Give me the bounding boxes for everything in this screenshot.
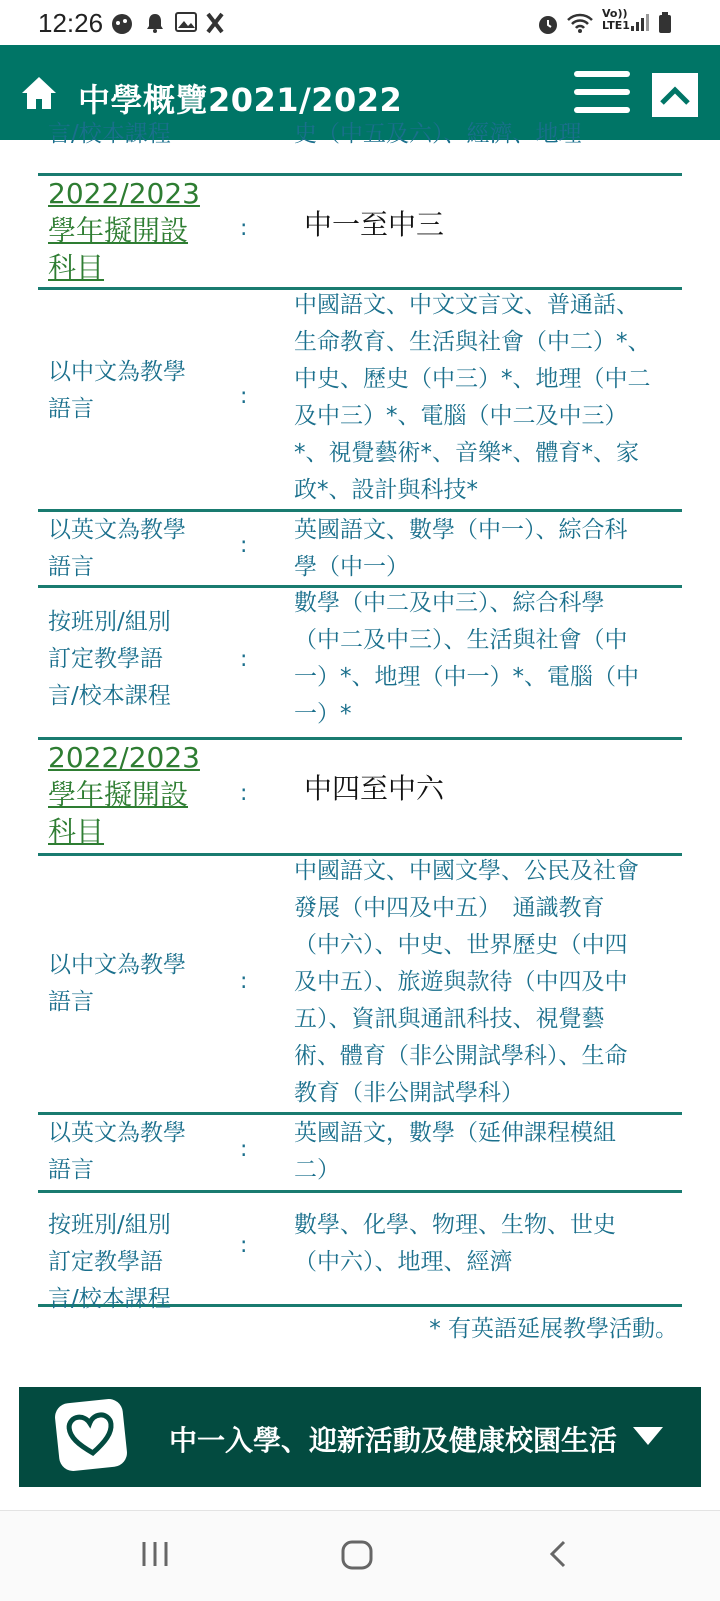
label-line: 以英文為教學 <box>48 1120 186 1146</box>
table-row <box>38 1190 682 1312</box>
table-row <box>38 737 682 856</box>
value-line: 英國語文，數學（延伸課程模組 <box>294 1120 616 1146</box>
row-value <box>304 770 688 807</box>
row-colon: : <box>240 781 248 806</box>
value-line: 五）、資訊與通訊科技、視覺藝 <box>294 1006 605 1032</box>
value-line: 教育（非公開試學科） <box>294 1080 524 1106</box>
value-line: 數學（中二及中三）、綜合科學 <box>294 590 605 616</box>
signal-icon <box>630 12 650 36</box>
volte-label: Vo)) <box>602 7 628 20</box>
value-line: 學（中一） <box>294 554 409 580</box>
label-line: 科目 <box>48 815 105 848</box>
label-line: 語言 <box>48 396 94 422</box>
row-colon: : <box>240 1137 248 1162</box>
value-line: 英國語文、數學（中一）、綜合科 <box>294 517 628 543</box>
value-line: 中國語文、中國文學、公民及社會 <box>294 858 639 884</box>
value-line: 生命教育、生活與社會（中二）*、 <box>294 329 651 355</box>
label-line: 訂定教學語 <box>48 646 163 672</box>
row-label <box>48 1207 171 1318</box>
table-row <box>38 585 682 740</box>
label-line: 按班別/組別 <box>48 1212 171 1238</box>
row-colon: : <box>240 647 248 672</box>
curriculum-table <box>0 121 720 1385</box>
row-value <box>294 287 678 509</box>
section-banner[interactable] <box>19 1387 701 1487</box>
page-title: 中學概覽2021/2022 <box>78 81 403 119</box>
recent-apps-icon[interactable] <box>140 1539 170 1573</box>
value-line: 數學、化學、物理、生物、世史 <box>294 1212 616 1238</box>
table-row <box>38 121 682 176</box>
volte-icon <box>602 8 630 32</box>
row-colon: : <box>240 384 248 409</box>
label-line: 言/校本課程 <box>48 1286 171 1312</box>
status-bar <box>0 0 720 45</box>
label-line: 以英文為教學 <box>48 517 186 543</box>
value-line: 一）*、地理（中一）*、電腦（中 <box>294 664 639 690</box>
caret-down-icon[interactable] <box>633 1427 663 1445</box>
row-value <box>294 512 678 586</box>
label-line: 語言 <box>48 554 94 580</box>
home-nav-icon[interactable] <box>340 1539 374 1575</box>
value-line: 中史、歷史（中三）*、地理（中二 <box>294 366 651 392</box>
value-line: （中六）、中史、世界歷史（中四 <box>294 932 628 958</box>
banner-title: 中一入學、迎新活動及健康校園生活 <box>169 1424 618 1457</box>
value-line: （中六）、地理、經濟 <box>294 1249 513 1275</box>
home-icon[interactable] <box>20 75 58 111</box>
battery-icon <box>658 12 672 38</box>
system-nav-bar <box>0 1510 720 1601</box>
value-line: 中四至中六 <box>304 772 445 805</box>
row-label <box>48 1115 186 1189</box>
value-line: 中國語文、中文文言文、普通話、 <box>294 292 639 318</box>
value-line: 一）* <box>294 701 352 727</box>
lte-label: LTE1 <box>602 19 630 32</box>
table-row <box>38 1112 682 1193</box>
row-value <box>304 206 688 243</box>
value-line: 及中五）、旅遊與款待（中四及中 <box>294 969 628 995</box>
row-label <box>48 947 186 1021</box>
heart-icon <box>54 1398 129 1473</box>
label-line: 言/校本課程 <box>48 683 171 709</box>
status-time: 12:26 <box>38 8 104 38</box>
row-value <box>294 585 678 733</box>
label-line: 2022/2023 <box>48 177 200 210</box>
row-value <box>294 116 678 153</box>
label-line: 訂定教學語 <box>48 1249 163 1275</box>
label-line: 語言 <box>48 1157 94 1183</box>
label-line: 語言 <box>48 989 94 1015</box>
row-value <box>294 1115 678 1189</box>
label-line: 言/校本課程 <box>48 121 171 147</box>
label-line: 學年擬開設 <box>48 214 189 247</box>
row-value <box>294 1207 678 1281</box>
value-line: 術、體育（非公開試學科）、生命 <box>294 1043 628 1069</box>
value-line: 政*、設計與科技* <box>294 477 478 503</box>
table-row <box>38 509 682 588</box>
school-year-link[interactable] <box>48 739 200 850</box>
school-year-link[interactable] <box>48 175 200 286</box>
value-line: *、視覺藝術*、音樂*、體育*、家 <box>294 440 639 466</box>
row-label <box>48 354 186 428</box>
row-value <box>294 853 678 1112</box>
app-icon <box>205 12 225 38</box>
row-label <box>48 604 171 715</box>
row-colon: : <box>240 968 248 994</box>
label-line: 2022/2023 <box>48 741 200 774</box>
label-line: 以中文為教學 <box>48 952 186 978</box>
row-colon: : <box>240 216 248 241</box>
value-line: 發展（中四及中五） 通識教育 <box>294 895 605 921</box>
image-icon <box>175 12 197 36</box>
alarm-icon <box>536 12 560 40</box>
row-colon: : <box>240 533 248 558</box>
wifi-icon <box>566 12 594 38</box>
value-line: 二） <box>294 1157 340 1183</box>
hamburger-menu-icon[interactable] <box>574 71 630 117</box>
value-line: 中一至中三 <box>304 208 445 241</box>
back-icon[interactable] <box>548 1539 568 1573</box>
row-colon: : <box>240 1233 248 1258</box>
label-line: 科目 <box>48 251 105 284</box>
value-line: 史（中五及六）、經濟、地理 <box>294 121 582 147</box>
footnote: * 有英語延展教學活動。 <box>429 1316 678 1342</box>
bell-icon <box>145 12 165 38</box>
chat-bubble-icon <box>110 12 134 40</box>
table-row <box>38 853 682 1115</box>
row-label <box>48 512 186 586</box>
value-line: （中二及中三）、生活與社會（中 <box>294 627 628 653</box>
chevron-up-icon <box>652 73 698 117</box>
label-line: 學年擬開設 <box>48 778 189 811</box>
value-line: 及中三）*、電腦（中二及中三） <box>294 403 628 429</box>
table-row <box>38 287 682 512</box>
label-line: 以中文為教學 <box>48 359 186 385</box>
scroll-top-button[interactable] <box>652 73 698 117</box>
label-line: 按班別/組別 <box>48 609 171 635</box>
row-label <box>48 116 171 153</box>
table-row <box>38 173 682 290</box>
